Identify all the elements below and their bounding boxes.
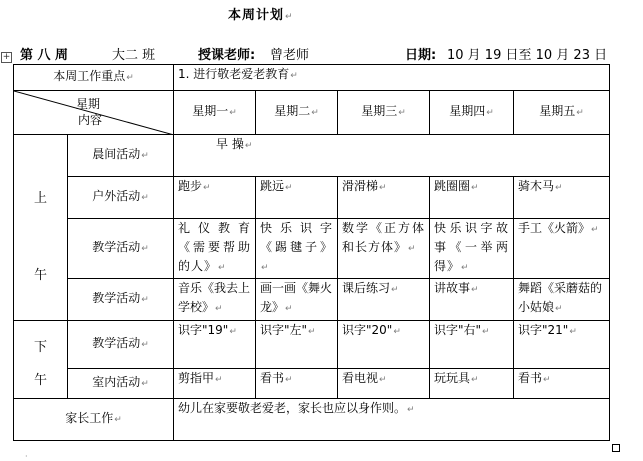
indoor-row — [14, 369, 610, 399]
teaching-am1-mon[interactable]: 礼仪教育《需要帮助的人》↵ — [174, 219, 256, 279]
class-label: 大二 班 — [112, 48, 156, 63]
focus-text[interactable]: 1. 进行敬老爱老教育↵ — [174, 65, 610, 91]
diag-top-label: 星期 — [76, 97, 101, 111]
document-title: 本周计划↵ — [228, 8, 294, 23]
teaching-pm-label[interactable]: 教学活动↵ — [68, 321, 174, 369]
teacher-label: 授课老师: — [198, 48, 256, 63]
outdoor-thu[interactable]: 跳圈圈↵ — [430, 177, 514, 219]
weekly-plan-table — [13, 64, 610, 441]
indoor-mon[interactable]: 剪指甲↵ — [174, 369, 256, 399]
parent-work-text[interactable]: 幼儿在家要敬老爱老，家长也应以身作则。↵ — [174, 399, 610, 441]
teaching-pm-thu[interactable]: 识字"右"↵ — [430, 321, 514, 369]
indoor-thu[interactable]: 玩玩具↵ — [430, 369, 514, 399]
outdoor-tue[interactable]: 跳远↵ — [256, 177, 338, 219]
teacher-name: 曾老师 — [270, 48, 310, 63]
morning-label[interactable]: 晨间活动↵ — [68, 135, 174, 177]
teaching-am2-fri[interactable]: 舞蹈《采蘑菇的小姑娘↵ — [514, 279, 610, 321]
outdoor-row — [14, 177, 610, 219]
parent-work-row — [14, 399, 610, 441]
week-label: 第 八 周 — [20, 48, 69, 63]
pm-label: 下 午 — [14, 321, 68, 399]
day-header-thu[interactable]: 星期四↵ — [430, 91, 514, 135]
indoor-wed[interactable]: 看电视↵ — [338, 369, 430, 399]
teaching-pm-wed[interactable]: 识字"20"↵ — [338, 321, 430, 369]
day-header-wed[interactable]: 星期三↵ — [338, 91, 430, 135]
outdoor-label[interactable]: 户外活动↵ — [68, 177, 174, 219]
teaching-pm-row — [14, 321, 610, 369]
am-label: 上 午 — [14, 135, 68, 321]
morning-row — [14, 135, 610, 177]
indoor-fri[interactable]: 看书↵ — [514, 369, 610, 399]
parent-work-label[interactable]: 家长工作↵ — [14, 399, 174, 441]
teaching-am1-label[interactable]: 教学活动↵ — [68, 219, 174, 279]
teaching-am2-label[interactable]: 教学活动↵ — [68, 279, 174, 321]
day-header-tue[interactable]: 星期二↵ — [256, 91, 338, 135]
teaching-am2-thu[interactable]: 讲故事↵ — [430, 279, 514, 321]
teaching-am1-tue[interactable]: 快乐识字《踢毽子》↵ — [256, 219, 338, 279]
date-value: 10 月 19 日至 10 月 23 日 — [447, 48, 608, 63]
diag-bottom-label: 内容 — [78, 113, 103, 127]
morning-text[interactable]: 早 操↵ — [174, 135, 610, 177]
teaching-pm-fri[interactable]: 识字"21"↵ — [514, 321, 610, 369]
header-info-row — [20, 44, 620, 62]
table-resize-handle[interactable] — [612, 444, 620, 452]
table-move-handle-icon[interactable]: + — [2, 52, 11, 62]
outdoor-fri[interactable]: 骑木马↵ — [514, 177, 610, 219]
outdoor-mon[interactable]: 跑步↵ — [174, 177, 256, 219]
days-row — [14, 91, 610, 135]
date-label: 日期: — [405, 48, 437, 63]
teaching-pm-mon[interactable]: 识字"19"↵ — [174, 321, 256, 369]
outdoor-wed[interactable]: 滑滑梯↵ — [338, 177, 430, 219]
teaching-am1-thu[interactable]: 快乐识字故事《一举两得》↵ — [430, 219, 514, 279]
teaching-pm-tue[interactable]: 识字"左"↵ — [256, 321, 338, 369]
teaching-am1-row — [14, 219, 610, 279]
teaching-am2-row — [14, 279, 610, 321]
focus-header[interactable]: 本周工作重点↵ — [14, 65, 174, 91]
indoor-tue[interactable]: 看书↵ — [256, 369, 338, 399]
day-header-mon[interactable]: 星期一↵ — [174, 91, 256, 135]
day-header-fri[interactable]: 星期五↵ — [514, 91, 610, 135]
diagonal-header-cell[interactable] — [14, 91, 174, 135]
teaching-am2-wed[interactable]: 课后练习↵ — [338, 279, 430, 321]
focus-row — [14, 65, 610, 91]
teaching-am1-fri[interactable]: 手工《火箭》↵ — [514, 219, 610, 279]
teaching-am2-mon[interactable]: 音乐《我去上学校》↵ — [174, 279, 256, 321]
indoor-label[interactable]: 室内活动↵ — [68, 369, 174, 399]
paragraph-mark: · — [25, 452, 28, 461]
teaching-am2-tue[interactable]: 画一画《舞火龙》↵ — [256, 279, 338, 321]
teaching-am1-wed[interactable]: 数学《正方体和长方体》↵ — [338, 219, 430, 279]
